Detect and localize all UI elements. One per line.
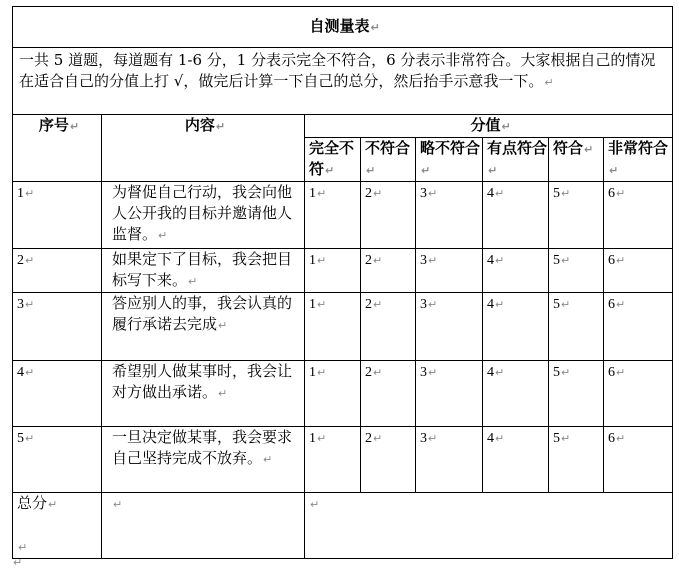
paragraph-mark-icon: ↵ [48, 498, 58, 511]
title-cell [13, 7, 673, 48]
paragraph-mark-icon: ↵ [263, 453, 273, 466]
score-value: 1 [309, 297, 316, 312]
paragraph-mark-icon: ↵ [421, 164, 431, 177]
row-index-value: 1 [17, 186, 24, 201]
level-label: 非常符合 [608, 139, 669, 157]
score-value: 2 [365, 365, 372, 380]
header-index-label: 序号 [38, 116, 69, 134]
paragraph-mark-icon: ↵ [561, 432, 571, 445]
table-row [13, 249, 673, 293]
score-option-6[interactable] [604, 249, 673, 293]
score-value: 4 [487, 365, 494, 380]
paragraph-mark-icon: ↵ [561, 254, 571, 267]
paragraph-mark-icon: ↵ [317, 432, 327, 445]
score-option-2[interactable] [361, 361, 416, 427]
score-value: 5 [553, 253, 560, 268]
score-value: 2 [365, 297, 372, 312]
header-row [13, 115, 673, 138]
row-content [102, 249, 305, 293]
score-value: 2 [365, 253, 372, 268]
row-index-value: 2 [17, 253, 24, 268]
paragraph-mark-icon: ↵ [25, 187, 35, 200]
table-row [13, 293, 673, 361]
level-1 [305, 138, 361, 182]
score-option-6[interactable] [604, 293, 673, 361]
row-index [13, 427, 102, 493]
score-value: 1 [309, 253, 316, 268]
paragraph-mark-icon: ↵ [561, 298, 571, 311]
header-score-label: 分值 [470, 116, 501, 134]
level-label: 符合 [553, 139, 584, 157]
total-content-cell [102, 493, 305, 559]
paragraph-mark-icon: ↵ [495, 432, 505, 445]
paragraph-mark-icon: ↵ [310, 498, 320, 511]
paragraph-mark-icon: ↵ [25, 366, 35, 379]
paragraph-mark-icon: ↵ [218, 319, 228, 332]
score-option-2[interactable] [361, 293, 416, 361]
table-row [13, 361, 673, 427]
paragraph-mark-icon: ↵ [373, 298, 383, 311]
row-content [102, 361, 305, 427]
paragraph-mark-icon: ↵ [561, 187, 571, 200]
header-content-label: 内容 [184, 116, 215, 134]
paragraph-mark-icon: ↵ [18, 541, 28, 554]
paragraph-mark-icon: ↵ [373, 254, 383, 267]
paragraph-mark-icon: ↵ [544, 76, 554, 89]
paragraph-mark-icon: ↵ [317, 366, 327, 379]
instructions-cell [13, 48, 673, 115]
instructions-row [13, 48, 673, 115]
score-value: 2 [365, 431, 372, 446]
header-index [13, 115, 102, 182]
paragraph-mark-icon: ↵ [366, 164, 376, 177]
paragraph-mark-icon: ↵ [69, 120, 80, 133]
row-index [13, 249, 102, 293]
score-value: 6 [608, 297, 615, 312]
paragraph-mark-icon: ↵ [616, 432, 626, 445]
level-6 [604, 138, 673, 182]
row-content-text: 一旦决定做某事，我会要求自己坚持完成不放弃。 [112, 428, 293, 467]
score-option-5[interactable] [549, 182, 604, 249]
total-label: 总分 [17, 494, 48, 512]
score-value: 4 [487, 431, 494, 446]
level-label: 不符合 [365, 139, 411, 157]
score-option-2[interactable] [361, 427, 416, 493]
paragraph-mark-icon: ↵ [495, 298, 505, 311]
score-option-1[interactable] [305, 293, 361, 361]
score-value: 4 [487, 186, 494, 201]
score-option-1[interactable] [305, 249, 361, 293]
score-value: 3 [420, 186, 427, 201]
level-2 [361, 138, 416, 182]
header-content [102, 115, 305, 182]
row-content [102, 427, 305, 493]
paragraph-mark-icon: ↵ [158, 229, 168, 242]
score-option-3[interactable] [416, 293, 483, 361]
paragraph-mark-icon: ↵ [561, 366, 571, 379]
paragraph-mark-icon: ↵ [25, 298, 35, 311]
row-index [13, 182, 102, 249]
level-3 [416, 138, 483, 182]
score-value: 3 [420, 431, 427, 446]
level-5 [549, 138, 604, 182]
table-title: 自测量表 [309, 17, 370, 35]
score-option-2[interactable] [361, 182, 416, 249]
score-option-3[interactable] [416, 182, 483, 249]
score-value: 5 [553, 365, 560, 380]
paragraph-mark-icon: ↵ [325, 164, 335, 177]
paragraph-mark-icon: ↵ [25, 254, 35, 267]
total-label-cell [13, 493, 102, 559]
score-value: 6 [608, 365, 615, 380]
paragraph-mark-icon: ↵ [317, 187, 327, 200]
score-option-5[interactable] [549, 293, 604, 361]
paragraph-mark-icon: ↵ [215, 120, 226, 133]
paragraph-mark-icon: ↵ [616, 187, 626, 200]
paragraph-mark-icon: ↵ [495, 366, 505, 379]
score-option-5[interactable] [549, 427, 604, 493]
score-option-1[interactable] [305, 361, 361, 427]
title-row [13, 7, 673, 48]
row-index [13, 293, 102, 361]
paragraph-mark-icon: ↵ [428, 187, 438, 200]
score-value: 4 [487, 297, 494, 312]
score-option-1[interactable] [305, 427, 361, 493]
row-index-value: 4 [17, 365, 24, 380]
paragraph-mark-icon: ↵ [616, 298, 626, 311]
paragraph-mark-icon: ↵ [428, 366, 438, 379]
score-value: 1 [309, 365, 316, 380]
table-row [13, 427, 673, 493]
score-option-4[interactable] [483, 182, 549, 249]
row-index-value: 5 [17, 431, 24, 446]
score-value: 3 [420, 253, 427, 268]
paragraph-mark-icon: ↵ [370, 21, 380, 34]
score-option-6[interactable] [604, 182, 673, 249]
table-row [13, 182, 673, 249]
score-value: 1 [309, 431, 316, 446]
score-value: 1 [309, 186, 316, 201]
paragraph-mark-icon: ↵ [13, 556, 23, 569]
paragraph-mark-icon: ↵ [218, 387, 228, 400]
score-option-6[interactable] [604, 361, 673, 427]
paragraph-mark-icon: ↵ [428, 298, 438, 311]
score-option-5[interactable] [549, 361, 604, 427]
paragraph-mark-icon: ↵ [616, 366, 626, 379]
header-score [305, 115, 673, 138]
paragraph-mark-icon: ↵ [428, 254, 438, 267]
paragraph-mark-icon: ↵ [495, 254, 505, 267]
score-option-4[interactable] [483, 361, 549, 427]
row-content-text: 希望别人做某事时，我会让对方做出承诺。 [112, 362, 293, 401]
paragraph-mark-icon: ↵ [501, 120, 511, 133]
paragraph-mark-icon: ↵ [616, 254, 626, 267]
score-option-1[interactable] [305, 182, 361, 249]
score-option-4[interactable] [483, 427, 549, 493]
score-value: 6 [608, 186, 615, 201]
level-4 [483, 138, 549, 182]
row-content-text: 答应别人的事，我会认真的履行承诺去完成 [112, 294, 293, 333]
score-value: 5 [553, 186, 560, 201]
score-value: 2 [365, 186, 372, 201]
level-label: 完全不符 [309, 139, 355, 178]
paragraph-mark-icon: ↵ [495, 187, 505, 200]
paragraph-mark-icon: ↵ [373, 432, 383, 445]
level-label: 有点符合 [487, 139, 548, 157]
score-value: 6 [608, 431, 615, 446]
paragraph-mark-icon: ↵ [428, 432, 438, 445]
self-assessment-table [12, 6, 673, 559]
paragraph-mark-icon: ↵ [317, 298, 327, 311]
score-value: 3 [420, 365, 427, 380]
score-option-4[interactable] [483, 249, 549, 293]
row-index [13, 361, 102, 427]
row-content-text: 如果定下了目标，我会把目标写下来。 [112, 250, 293, 289]
paragraph-mark-icon: ↵ [609, 164, 619, 177]
row-index-value: 3 [17, 297, 24, 312]
score-value: 4 [487, 253, 494, 268]
row-content-text: 为督促自己行动，我会向他人公开我的目标并邀请他人监督。 [112, 183, 293, 243]
score-option-3[interactable] [416, 361, 483, 427]
paragraph-mark-icon: ↵ [488, 164, 498, 177]
score-value: 5 [553, 431, 560, 446]
score-value: 6 [608, 253, 615, 268]
score-option-2[interactable] [361, 249, 416, 293]
paragraph-mark-icon: ↵ [25, 432, 35, 445]
level-label: 略不符合 [420, 139, 481, 157]
row-content [102, 182, 305, 249]
score-option-5[interactable] [549, 249, 604, 293]
instructions-text: 一共 5 道题，每道题有 1-6 分，1 分表示完全不符合，6 分表示非常符合。大家根据自己的情况在适合自己的分值上打 √，做完后计算一下自己的总分，然后抬手示意我一下。 [19, 51, 656, 90]
paragraph-mark-icon: ↵ [188, 275, 198, 288]
score-option-4[interactable] [483, 293, 549, 361]
paragraph-mark-icon: ↵ [373, 366, 383, 379]
score-value: 3 [420, 297, 427, 312]
paragraph-mark-icon: ↵ [373, 187, 383, 200]
score-option-6[interactable] [604, 427, 673, 493]
paragraph-mark-icon: ↵ [317, 254, 327, 267]
score-option-3[interactable] [416, 249, 483, 293]
score-value: 5 [553, 297, 560, 312]
total-score-input[interactable] [305, 493, 673, 559]
row-content [102, 293, 305, 361]
score-option-3[interactable] [416, 427, 483, 493]
paragraph-mark-icon: ↵ [113, 498, 123, 511]
paragraph-mark-icon: ↵ [584, 143, 594, 156]
total-row [13, 493, 673, 559]
